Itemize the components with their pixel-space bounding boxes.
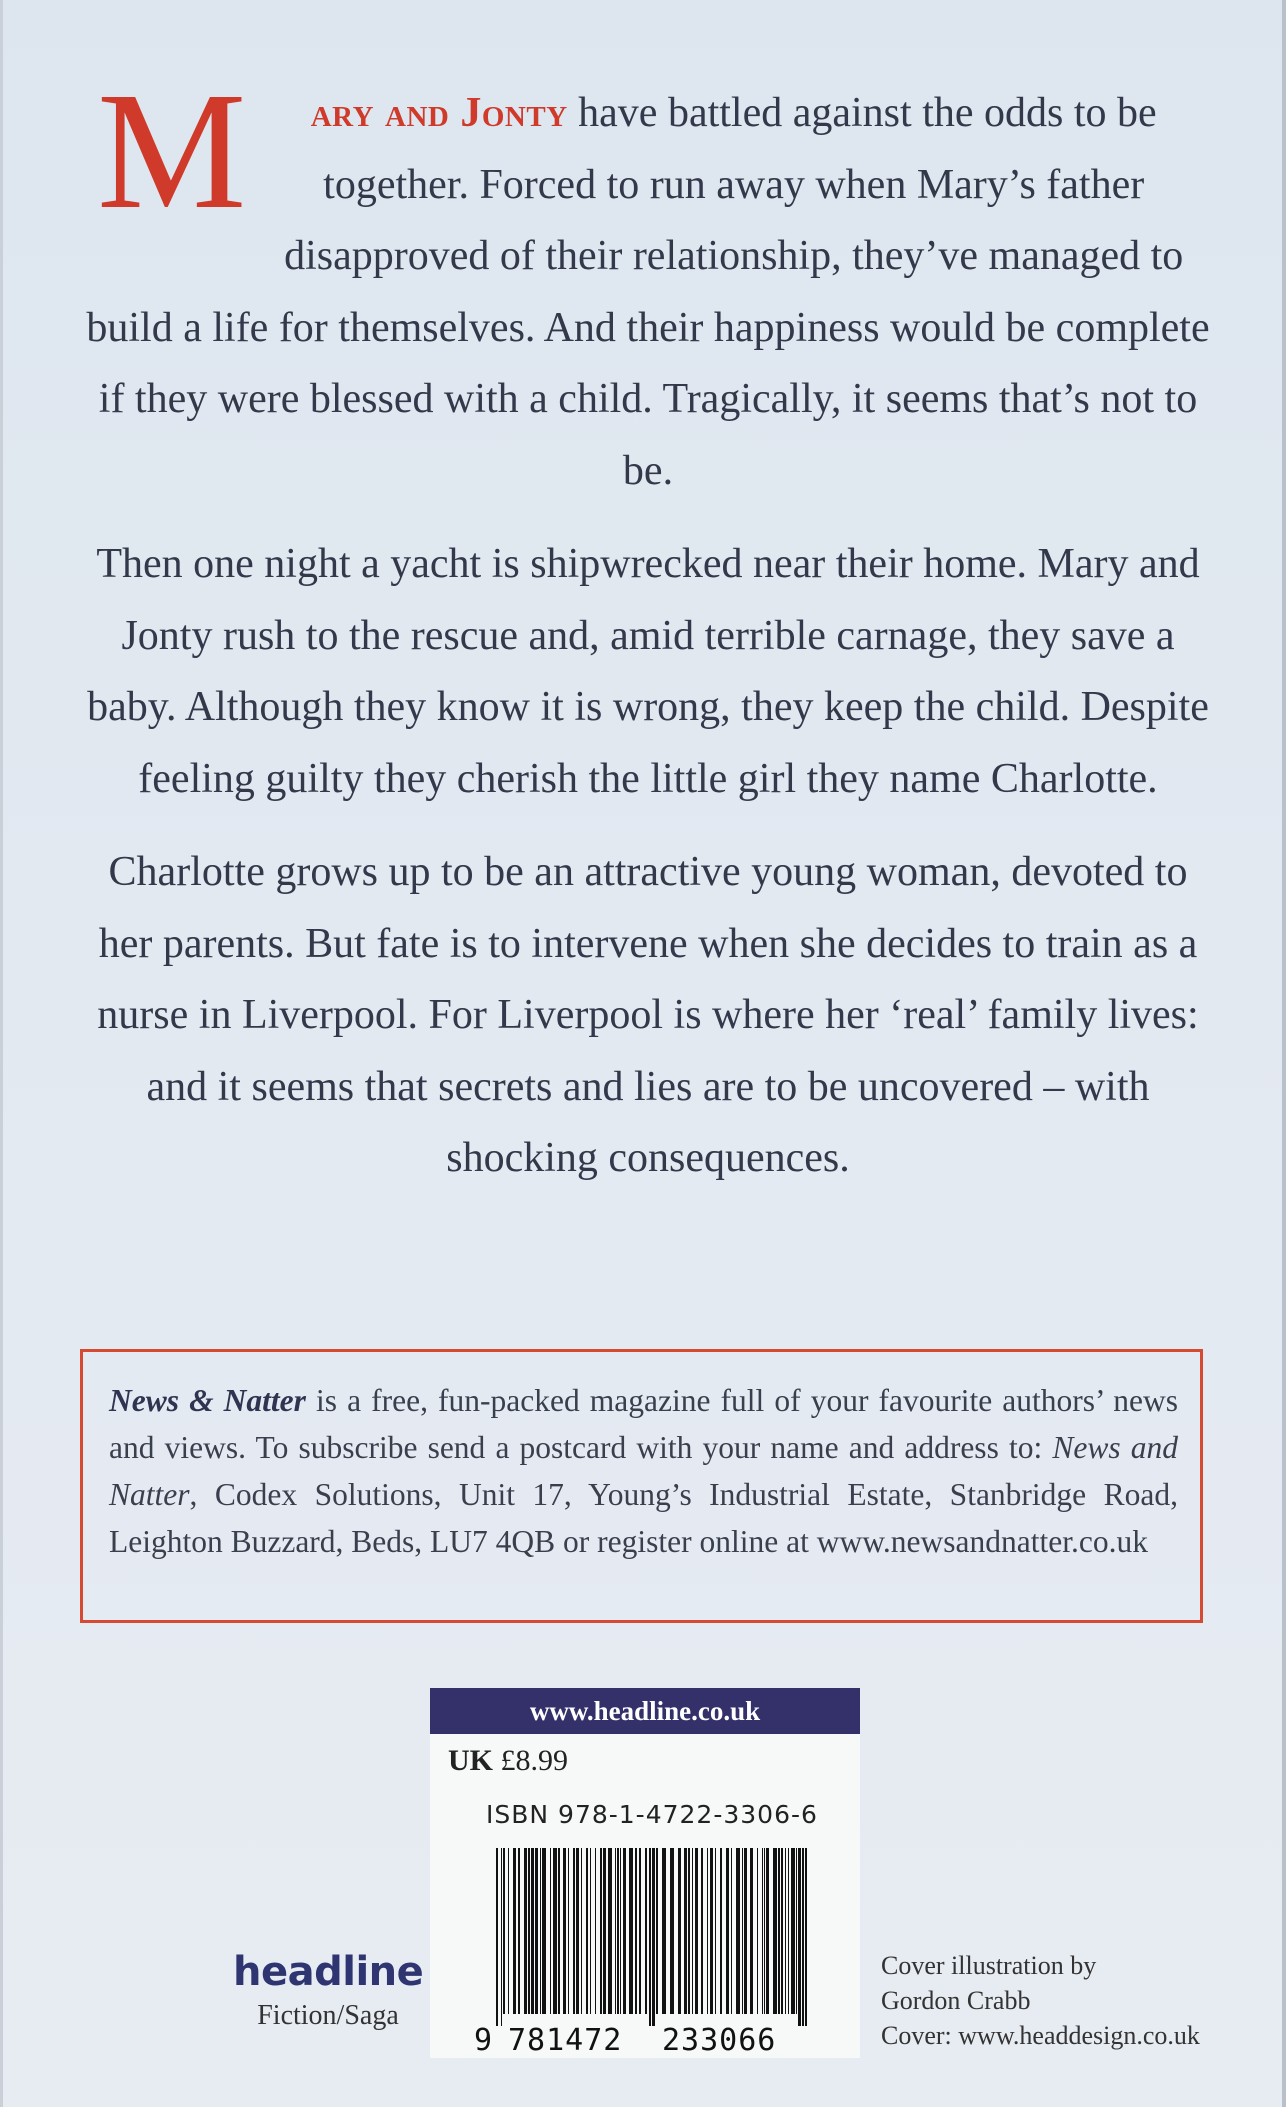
news-and-natter-box — [80, 1349, 1203, 1623]
publisher-logo-block — [233, 1948, 423, 2036]
blurb-paragraph-3: Charlotte grows up to be an attractive young woman, devoted to her parents. But fate is to intervene when she decides to train as a nurse in Liverpool. For Liverpool is where her ‘real’ family lives: and it seems that secrets and lies are to be uncovered – with shocking consequences. — [97, 849, 1199, 1181]
isbn: ISBN 978-1-4722-3306-6 — [486, 1800, 818, 1829]
barcode-digit-lead: 9 — [474, 2023, 493, 2058]
cover-credits — [881, 1948, 1241, 2053]
barcode-digits-left: 781472 — [508, 2023, 623, 2058]
drop-cap: M — [97, 58, 247, 244]
credit-line-1: Cover illustration by — [881, 1951, 1097, 1980]
newsbox-text-a: is a free, fun-packed magazine full of your favourite authors’ news and views. To subscribe send a postcard with your name and address to: — [109, 1383, 1178, 1465]
blurb-paragraph-1-text: have battled against the odds to be together. Forced to run away when Mary’s father disapproved of their relationship, they’ve managed to build a life for themselves. And their happiness would be complete if they were blessed with a child. Tragically, it seems that’s not to be. — [86, 90, 1210, 494]
genre-label: Fiction/Saga — [257, 2000, 399, 2031]
barcode-icon — [430, 1838, 860, 2058]
price-value: £8.99 — [500, 1744, 568, 1777]
magazine-name: News & Natter — [109, 1383, 306, 1418]
magazine-name-italic: News and Natter — [109, 1430, 1179, 1512]
barcode-digits-right: 233066 — [662, 2023, 777, 2058]
publisher-url: www.headline.co.uk — [430, 1688, 860, 1734]
blurb-paragraph-1 — [83, 58, 1213, 507]
newsbox-text-b: , Codex Solutions, Unit 17, Young’s Industrial Estate, Stanbridge Road, Leighton Buzzard, Beds, LU7 4QB or register online at www.newsandnatter.co.uk — [109, 1477, 1178, 1559]
barcode-panel — [430, 1688, 860, 2058]
blurb-lead-names: ary and Jonty — [310, 90, 568, 136]
headline-logo: headline — [233, 1949, 424, 1995]
blurb — [83, 58, 1213, 1217]
price-label: UK — [448, 1744, 493, 1777]
blurb-paragraph-2: Then one night a yacht is shipwrecked near their home. Mary and Jonty rush to the rescue and, amid terrible carnage, they save a baby. Although they know it is wrong, they keep the child. Despite feeling guilty they cherish the little girl they name Charlotte. — [87, 541, 1209, 802]
price — [448, 1744, 568, 1778]
credit-line-2: Gordon Crabb — [881, 1986, 1031, 2015]
credit-line-3: Cover: www.headdesign.co.uk — [881, 2021, 1200, 2050]
